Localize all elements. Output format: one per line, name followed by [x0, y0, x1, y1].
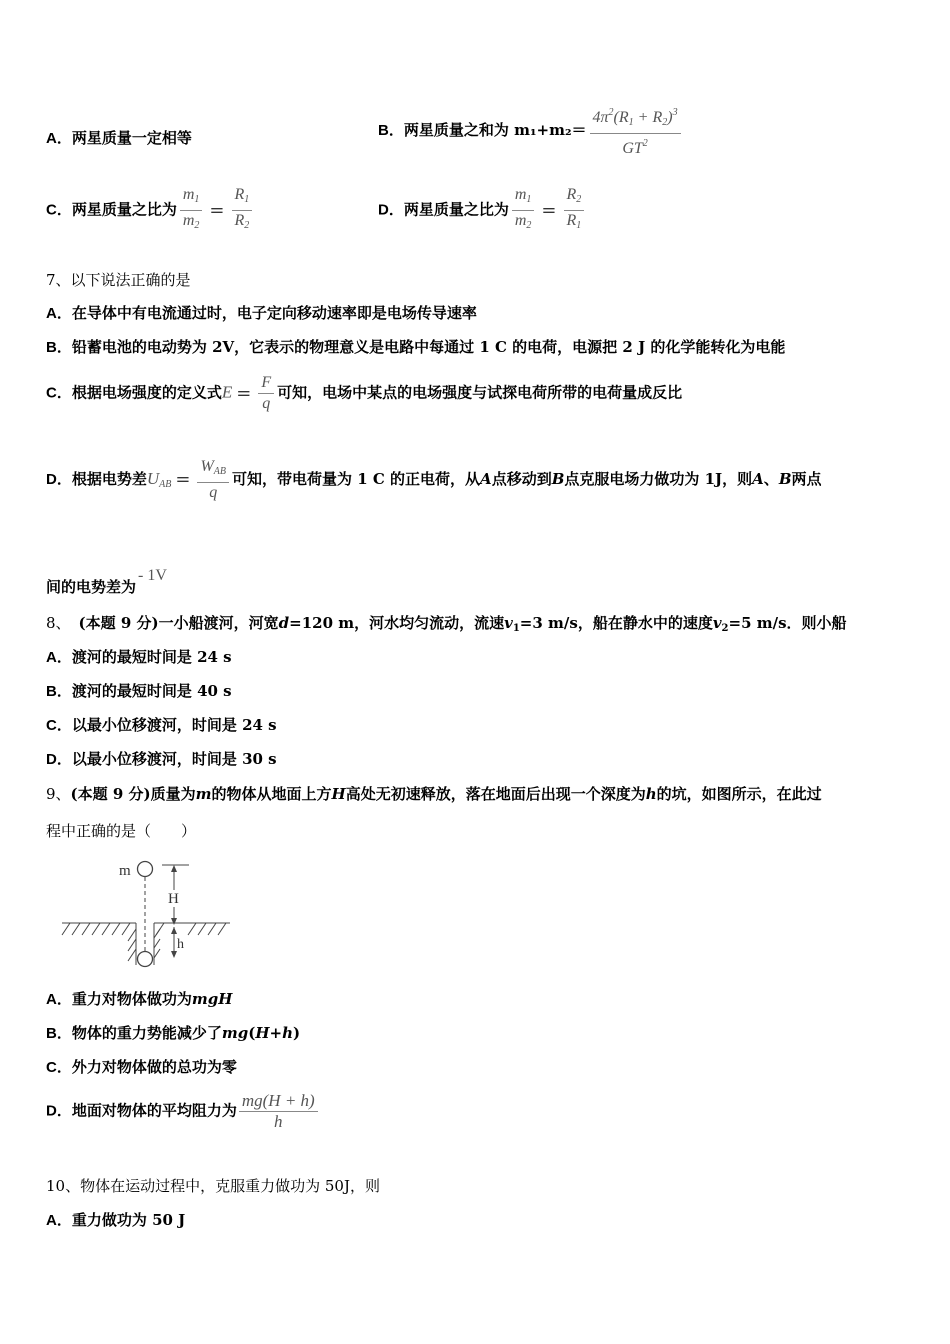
radius-ratio-formula: $\frac{R_2}{R_1}$: [564, 186, 585, 235]
field-formula-fraction: $\frac{F}{q}$: [258, 374, 274, 413]
q8-option-a: A．渡河的最短时间是 24 s: [46, 648, 232, 666]
option-text: 两星质量一定相等: [71, 129, 192, 147]
mass-ratio-formula: $\frac{m_1}{m_2}$: [180, 186, 203, 235]
option-label: A．: [46, 130, 72, 147]
q8-option-c: C．以最小位移渡河，时间是 24 s: [46, 716, 277, 734]
depth-label: h: [177, 937, 184, 952]
q8-option-d: D．以最小位移渡河，时间是 30 s: [46, 750, 277, 768]
q9-stem: 9、(本题 9 分)质量为m的物体从地面上方H高处无初速释放，落在地面后出现一个深度为h的坑，如图所示，在此过: [46, 785, 822, 803]
height-label: H: [168, 891, 179, 907]
q6-option-c: C．两星质量之比为 $\frac{m_1}{m_2}$ = $\frac{R_1}{R_2}$: [46, 186, 255, 235]
q9-option-b: B．物体的重力势能减少了mg(H+h): [46, 1024, 301, 1042]
q7-option-c: C．根据电场强度的定义式E = $\frac{F}{q}$ 可知，电场中某点的电场强度与试探电荷所带的电荷量成反比: [46, 374, 683, 412]
q7-option-b: B．铅蓄电池的电动势为 2V，它表示的物理意义是电路中每通过 1 C 的电荷，电源把 2 J 的化学能转化为电能: [46, 338, 786, 356]
q10-stem: 10、物体在运动过程中，克服重力做功为 50J，则: [46, 1177, 380, 1195]
radius-ratio-formula: $\frac{R_1}{R_2}$: [232, 186, 253, 235]
ball-top: [138, 862, 153, 877]
resistance-formula: $\frac{mg(H + h)}{h}$: [239, 1092, 318, 1131]
q8-option-b: B．渡河的最短时间是 40 s: [46, 682, 232, 700]
mass-ratio-formula: $\frac{m_1}{m_2}$: [512, 186, 535, 235]
q6-option-b: [378, 104, 684, 158]
option-label: B．: [378, 122, 404, 139]
q9-option-a: A．重力对物体做功为mgH: [46, 990, 233, 1008]
sum-mass-formula: $\frac{4\pi^2(R_1 + R_2)^3}{GT^2}$: [590, 104, 681, 158]
option-text: 两星质量之和为 m₁+m₂＝: [403, 121, 587, 139]
option-text: 两星质量之比为: [403, 200, 509, 219]
option-label: C．: [46, 201, 72, 219]
q10-option-a: A．重力做功为 50 J: [46, 1211, 186, 1229]
field-formula-lhs: E: [221, 382, 233, 402]
q6-option-d: D．两星质量之比为 $\frac{m_1}{m_2}$ = $\frac{R_2}{R_1}$: [378, 186, 587, 235]
q6-option-a: [46, 128, 192, 149]
q9-option-d: D．地面对物体的平均阻力为 $\frac{mg(H + h)}{h}$: [46, 1092, 321, 1131]
option-label: D．: [378, 201, 404, 219]
q7-option-a: A．在导体中有电流通过时，电子定向移动速率即是电场传导速率: [46, 304, 477, 322]
q8-stem: 8、 (本题 9 分)一小船渡河，河宽d=120 m，河水均匀流动，流速$v_1=3$ m/s，船在静水中的速度$v_2=5$ m/s．则小船: [46, 614, 847, 634]
q9-option-c: C．外力对物体做的总功为零: [46, 1058, 237, 1076]
potential-value: - 1V: [138, 567, 167, 584]
q7-option-d-line2: 间的电势差为- 1V: [46, 567, 167, 596]
option-text: 两星质量之比为: [71, 200, 177, 219]
mass-label: m: [119, 863, 131, 879]
q7-option-d: D．根据电势差$U_{AB}$ = $\frac{W_{AB}}{q}$ 可知，带电荷量为 1 C 的正电荷，从A点移动到B点克服电场力做功为 1J，则A、B两点: [46, 458, 822, 501]
q7-stem: 7、以下说法正确的是: [46, 271, 191, 289]
ball-bottom: [138, 952, 153, 967]
falling-object-diagram: [56, 855, 236, 973]
potential-diff-formula: $\frac{W_{AB}}{q}$: [197, 458, 229, 502]
q9-stem-line2: 程中正确的是（ ）: [46, 822, 197, 840]
